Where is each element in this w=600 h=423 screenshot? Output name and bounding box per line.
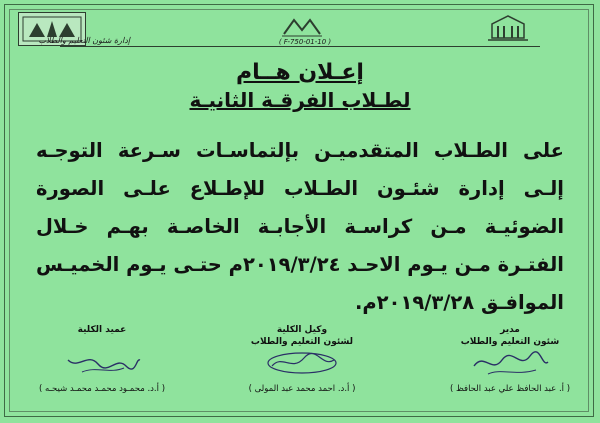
- signature-title: عميد الكلية: [77, 325, 127, 335]
- handwritten-signature-icon: [62, 348, 142, 378]
- signature-block-dean: [22, 324, 182, 394]
- letterhead: [0, 10, 600, 58]
- university-logo: [486, 12, 530, 42]
- quality-mark-icon: [280, 16, 324, 38]
- announcement-title: إعـلان هــام: [236, 60, 364, 85]
- signature-block-manager: [430, 324, 590, 394]
- signatory-name: ( أ.د. احمد محمد عبد المولى ): [248, 384, 356, 394]
- form-code: ( F-750-01-10 ): [278, 38, 332, 46]
- signature-title: وكيل الكلية لشئون التعليم والطلاب: [250, 325, 354, 347]
- announcement-subtitle: لطـلاب الفرقـة الثانيـة: [189, 88, 411, 112]
- handwritten-signature-icon: [262, 348, 342, 378]
- signatory-name: ( أ. عبد الحافظ علي عبد الحافظ ): [449, 384, 571, 394]
- department-label: إدارة شئون التعليم والطلاب: [38, 36, 130, 45]
- announcement-body: على الطـلاب المتقدميـن بإلتماسـات سـرعة التوجـه إلـى إدارة شئـون الطـلاب للإطـلاع علـى الصورة الضوئيـة مـن كراسـة الأجابـة الخاصـة بهـم خـلال الفتـرة مـن يـوم الاحـد ٢٠١٩/٣/٢٤م حتـى يـوم الخميـس الموافـق ٢٠١٩/٣/٢٨م.: [36, 139, 564, 314]
- signature-block-vice-dean: [222, 324, 382, 394]
- header-divider: [60, 46, 540, 47]
- handwritten-signature-icon: [470, 348, 550, 378]
- signature-title: مدير شئون التعليم والطلاب: [460, 325, 560, 347]
- signatory-name: ( أ.د. محمـود محمـد محمـد شيحـه ): [38, 384, 166, 394]
